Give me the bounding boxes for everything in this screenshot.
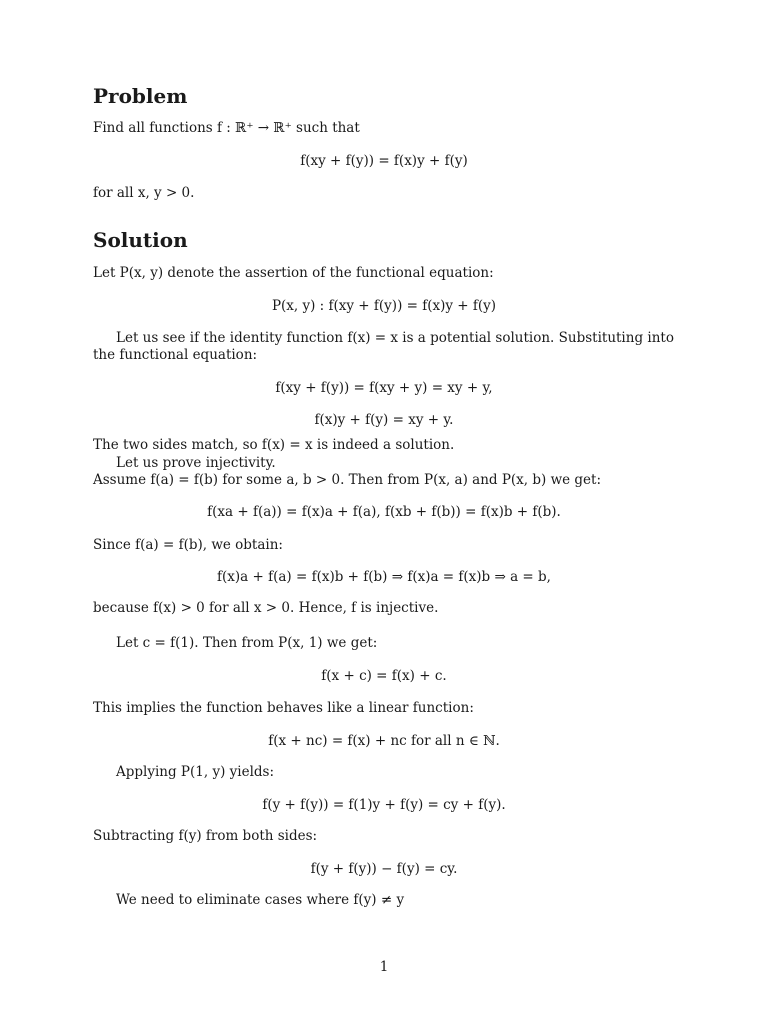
equation-line: f(x + c) = f(x) + c. (321, 668, 447, 684)
text-line: This implies the function behaves like a linear function: (93, 700, 474, 716)
equation-line: f(y + f(y)) = f(1)y + f(y) = cy + f(y). (262, 797, 506, 813)
equation-line: f(x)a + f(a) = f(x)b + f(b) ⇒ f(x)a = f(x)b ⇒ a = b, (217, 569, 551, 585)
text-line: We need to eliminate cases where f(y) ≠ y (116, 892, 405, 908)
equation-line: f(y + f(y)) − f(y) = cy. (310, 861, 458, 877)
text-line: Applying P(1, y) yields: (116, 764, 274, 780)
text-line: Let c = f(1). Then from P(x, 1) we get: (116, 635, 378, 651)
solution-heading: Solution (93, 228, 188, 252)
text-line: Subtracting f(y) from both sides: (93, 828, 318, 844)
text-line: Let P(x, y) denote the assertion of the functional equation: (93, 265, 494, 281)
equation-line: P(x, y) : f(xy + f(y)) = f(x)y + f(y) (271, 298, 497, 314)
text-line: the functional equation: (93, 347, 258, 363)
page-number: 1 (379, 959, 389, 975)
problem-statement: Find all functions f : ℝ⁺ → ℝ⁺ such that (93, 120, 360, 136)
problem-heading: Problem (93, 84, 188, 108)
equation-line: f(xy + f(y)) = f(xy + y) = xy + y, (275, 380, 493, 396)
equation-line: f(xa + f(a)) = f(x)a + f(a), f(xb + f(b)) = f(x)b + f(b). (207, 504, 561, 520)
text-line: Let us see if the identity function f(x) = x is a potential solution. Substituting into (116, 330, 674, 346)
text-line: because f(x) > 0 for all x > 0. Hence, f is injective. (93, 600, 439, 616)
problem-equation: f(xy + f(y)) = f(x)y + f(y) (300, 153, 468, 169)
text-line: Since f(a) = f(b), we obtain: (93, 537, 283, 553)
text-line: Let us prove injectivity. (116, 455, 276, 471)
problem-condition: for all x, y > 0. (93, 185, 195, 201)
equation-line: f(x)y + f(y) = xy + y. (314, 412, 454, 428)
text-line: The two sides match, so f(x) = x is indeed a solution. (93, 437, 455, 453)
text-line: Assume f(a) = f(b) for some a, b > 0. Then from P(x, a) and P(x, b) we get: (93, 472, 602, 488)
equation-line: f(x + nc) = f(x) + nc for all n ∈ ℕ. (268, 733, 500, 749)
